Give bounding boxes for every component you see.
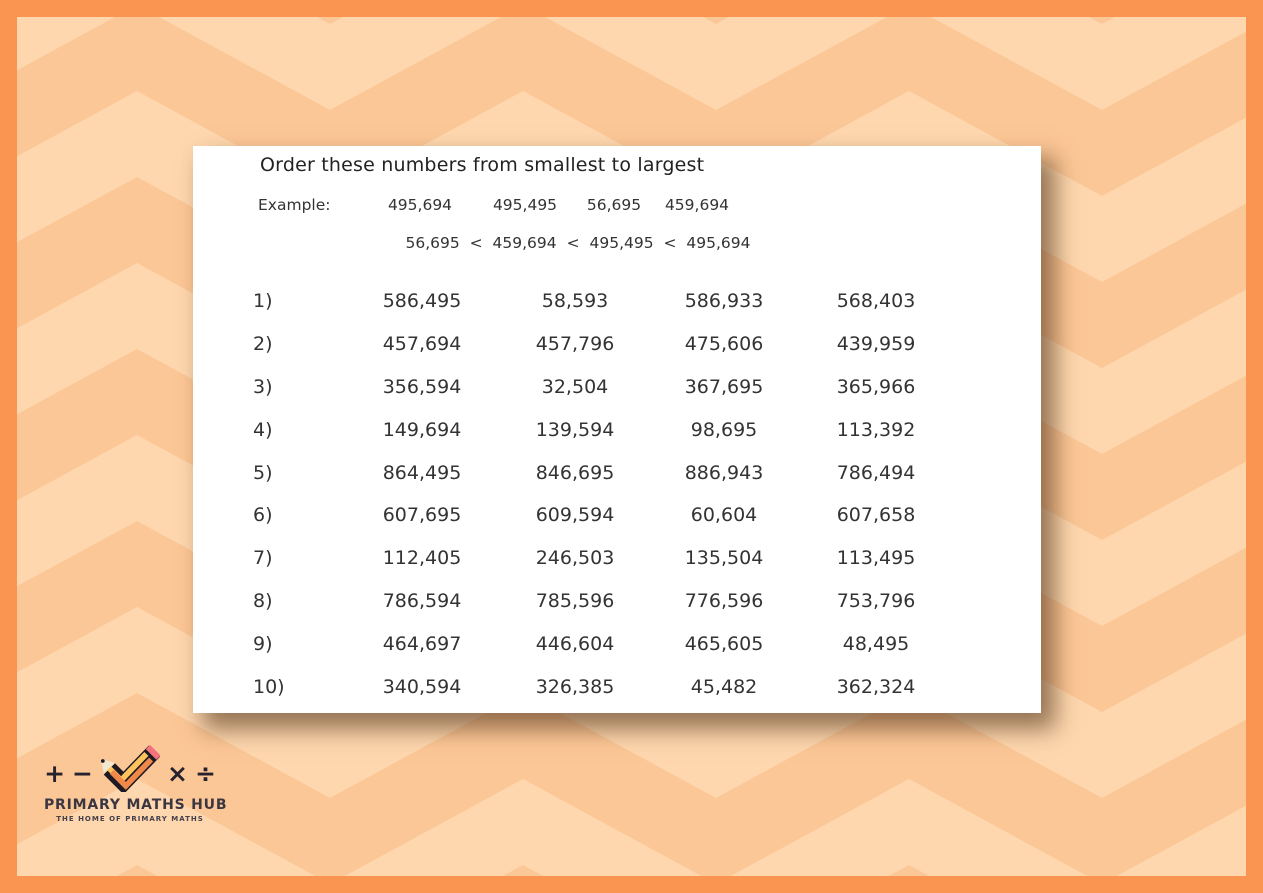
question-value: 586,933 <box>684 290 764 312</box>
question-number: 7) <box>253 547 273 570</box>
question-value: 60,604 <box>690 504 758 527</box>
question-value: 58,593 <box>541 290 609 312</box>
question-value: 365,966 <box>836 375 916 398</box>
question-value: 586,495 <box>382 290 462 312</box>
multiply-icon: × <box>167 758 188 788</box>
example-label: Example: <box>258 196 331 214</box>
question-value: 32,504 <box>541 375 609 398</box>
worksheet-card <box>193 146 1041 713</box>
question-number: 1) <box>253 290 273 312</box>
example-number: 56,695 <box>586 196 642 214</box>
example-answer: 56,695 < 459,694 < 495,495 < 495,694 <box>405 234 751 252</box>
question-value: 607,658 <box>836 504 916 527</box>
example-number: 495,694 <box>387 196 453 214</box>
question-value: 112,405 <box>382 547 462 570</box>
question-value: 465,605 <box>684 633 764 656</box>
question-number: 10) <box>253 676 285 699</box>
worksheet-title: Order these numbers from smallest to largest <box>260 154 705 176</box>
logo-symbols-row <box>44 750 216 796</box>
question-value: 864,495 <box>382 461 462 484</box>
question-value: 113,495 <box>836 547 916 570</box>
question-row <box>193 666 1041 709</box>
question-number: 4) <box>253 418 273 441</box>
question-value: 776,596 <box>684 590 764 613</box>
question-number: 2) <box>253 332 273 355</box>
example-number: 459,694 <box>664 196 730 214</box>
plus-icon: + <box>44 758 66 788</box>
question-value: 362,324 <box>836 676 916 699</box>
divide-icon: ÷ <box>194 758 216 788</box>
question-value: 98,695 <box>690 418 758 441</box>
question-row <box>193 323 1041 366</box>
question-value: 48,495 <box>842 633 910 656</box>
question-value: 439,959 <box>836 332 916 355</box>
question-value: 846,695 <box>535 461 615 484</box>
question-value: 340,594 <box>382 676 462 699</box>
question-number: 5) <box>253 461 273 484</box>
question-value: 475,606 <box>684 332 764 355</box>
question-value: 356,594 <box>382 375 462 398</box>
question-row <box>193 580 1041 623</box>
question-value: 568,403 <box>836 290 916 312</box>
check-pencil-icon <box>100 744 160 792</box>
question-row <box>193 623 1041 666</box>
question-value: 886,943 <box>684 461 764 484</box>
question-value: 45,482 <box>690 676 758 699</box>
question-row <box>193 366 1041 409</box>
example-row <box>193 194 1041 216</box>
question-value: 139,594 <box>535 418 615 441</box>
question-value: 786,594 <box>382 590 462 613</box>
question-row <box>193 537 1041 580</box>
question-value: 246,503 <box>535 547 615 570</box>
question-value: 457,694 <box>382 332 462 355</box>
question-row <box>193 280 1041 323</box>
question-row <box>193 452 1041 495</box>
question-value: 785,596 <box>535 590 615 613</box>
primary-maths-hub-logo <box>44 750 228 823</box>
logo-tagline: THE HOME OF PRIMARY MATHS <box>56 815 204 823</box>
question-value: 607,695 <box>382 504 462 527</box>
question-number: 9) <box>253 633 273 656</box>
question-value: 786,494 <box>836 461 916 484</box>
question-value: 113,392 <box>836 418 916 441</box>
question-number: 6) <box>253 504 273 527</box>
question-value: 367,695 <box>684 375 764 398</box>
question-value: 135,504 <box>684 547 764 570</box>
question-value: 609,594 <box>535 504 615 527</box>
question-row <box>193 409 1041 452</box>
question-value: 457,796 <box>535 332 615 355</box>
question-value: 446,604 <box>535 633 615 656</box>
minus-icon: − <box>72 758 93 788</box>
question-value: 326,385 <box>535 676 615 699</box>
example-number: 495,495 <box>492 196 558 214</box>
logo-name: PRIMARY MATHS HUB <box>44 797 228 813</box>
question-number: 8) <box>253 590 273 613</box>
question-number: 3) <box>253 375 273 398</box>
question-row <box>193 494 1041 537</box>
question-list <box>193 280 1041 709</box>
question-value: 464,697 <box>382 633 462 656</box>
question-value: 149,694 <box>382 418 462 441</box>
question-value: 753,796 <box>836 590 916 613</box>
